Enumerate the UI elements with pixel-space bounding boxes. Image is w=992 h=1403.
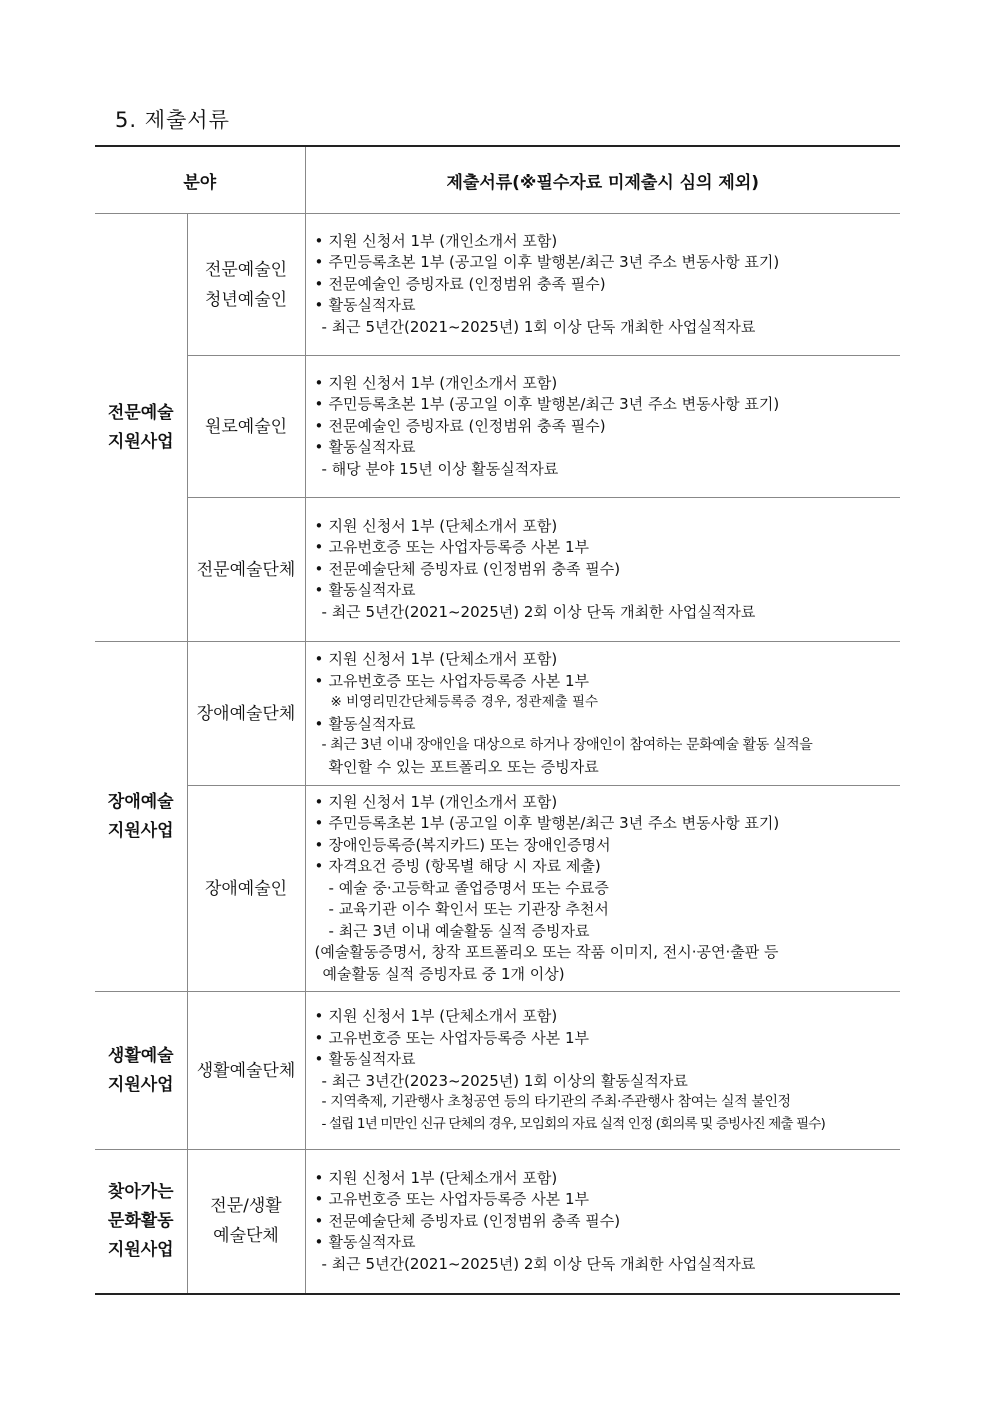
doc-line: - 최근 3년 이내 장애인을 대상으로 하거나 장애인이 참여하는 문화예술 활동 실적을 <box>321 737 813 753</box>
doc-line: • 활동실적자료 <box>315 1232 901 1254</box>
table-row <box>95 642 900 786</box>
doc-line: (예술활동증명서, 창작 포트폴리오 또는 작품 이미지, 전시·공연·출판 등 <box>314 943 779 962</box>
doc-line: 예술활동 실적 증빙자료 중 1개 이상) <box>322 964 565 983</box>
section-title: 5. 제출서류 <box>115 108 230 132</box>
doc-note: ※ 비영리민간단체등록증 경우, 정관제출 필수 <box>330 694 599 710</box>
doc-line: - 최근 5년간(2021~2025년) 2회 이상 단독 개최한 사업실적자료 <box>321 602 756 621</box>
category-cell: 찾아가는 문화활동 지원사업 <box>95 1150 187 1294</box>
subfield-cell: 생활예술단체 <box>187 992 305 1150</box>
doc-line: • 고유번호증 또는 사업자등록증 사본 1부 <box>315 1189 901 1211</box>
doc-line: - 최근 5년간(2021~2025년) 1회 이상 단독 개최한 사업실적자료 <box>321 317 756 336</box>
documents-cell <box>305 992 900 1150</box>
documents-cell <box>305 498 900 642</box>
doc-line: - 최근 3년간(2023~2025년) 1회 이상의 활동실적자료 <box>321 1071 688 1090</box>
documents-cell <box>305 356 900 498</box>
doc-line: • 활동실적자료 <box>315 437 901 459</box>
doc-line: • 장애인등록증(복지카드) 또는 장애인증명서 <box>315 835 901 857</box>
subfield-cell: 장애예술인 <box>187 786 305 992</box>
doc-line: • 활동실적자료 <box>315 1049 901 1071</box>
header-field: 분야 <box>95 146 305 214</box>
header-documents: 제출서류(※필수자료 미제출시 심의 제외) <box>305 146 900 214</box>
doc-line: • 활동실적자료 <box>315 714 901 736</box>
category-cell: 전문예술 지원사업 <box>95 214 187 642</box>
doc-line: • 활동실적자료 <box>315 580 901 602</box>
table-header-row <box>95 146 900 214</box>
doc-line: • 주민등록초본 1부 (공고일 이후 발행본/최근 3년 주소 변동사항 표기) <box>315 813 901 835</box>
doc-line: • 전문예술인 증빙자료 (인정범위 충족 필수) <box>315 416 901 438</box>
doc-line: • 지원 신청서 1부 (단체소개서 포함) <box>315 1006 901 1028</box>
subfield-cell: 원로예술인 <box>187 356 305 498</box>
doc-line: - 최근 3년 이내 예술활동 실적 증빙자료 <box>328 921 590 940</box>
documents-cell <box>305 1150 900 1294</box>
doc-line: - 최근 5년간(2021~2025년) 2회 이상 단독 개최한 사업실적자료 <box>321 1254 756 1273</box>
doc-line: • 고유번호증 또는 사업자등록증 사본 1부 <box>315 537 901 559</box>
doc-line: • 고유번호증 또는 사업자등록증 사본 1부 <box>315 671 901 693</box>
table-row <box>95 786 900 992</box>
doc-line: • 지원 신청서 1부 (개인소개서 포함) <box>315 231 901 253</box>
doc-line: • 전문예술인 증빙자료 (인정범위 충족 필수) <box>315 274 901 296</box>
doc-line: • 활동실적자료 <box>315 295 901 317</box>
doc-line: • 전문예술단체 증빙자료 (인정범위 충족 필수) <box>315 1211 901 1233</box>
doc-line: - 지역축제, 기관행사 초청공연 등의 타기관의 주최·주관행사 참여는 실적 불인정 <box>321 1094 791 1110</box>
doc-line: • 지원 신청서 1부 (단체소개서 포함) <box>315 649 901 671</box>
doc-line: 확인할 수 있는 포트폴리오 또는 증빙자료 <box>328 757 599 776</box>
doc-line: - 예술 중·고등학교 졸업증명서 또는 수료증 <box>328 878 609 897</box>
doc-line: • 자격요건 증빙 (항목별 해당 시 자료 제출) <box>315 856 901 878</box>
doc-line: - 교육기관 이수 확인서 또는 기관장 추천서 <box>328 900 609 919</box>
documents-cell <box>305 214 900 356</box>
subfield-cell: 전문예술단체 <box>187 498 305 642</box>
documents-cell <box>305 786 900 992</box>
doc-line: • 지원 신청서 1부 (단체소개서 포함) <box>315 1168 901 1190</box>
category-cell: 장애예술 지원사업 <box>95 642 187 992</box>
doc-line: • 지원 신청서 1부 (단체소개서 포함) <box>315 516 901 538</box>
doc-line: • 지원 신청서 1부 (개인소개서 포함) <box>315 792 901 814</box>
category-cell: 생활예술 지원사업 <box>95 992 187 1150</box>
doc-line: - 설립 1년 미만인 신규 단체의 경우, 모임회의 자료 실적 인정 (회의록 및 증빙사진 제출 필수) <box>321 1115 825 1132</box>
documents-cell <box>305 642 900 786</box>
doc-line: • 전문예술단체 증빙자료 (인정범위 충족 필수) <box>315 559 901 581</box>
table-row <box>95 1150 900 1294</box>
doc-line: • 고유번호증 또는 사업자등록증 사본 1부 <box>315 1028 901 1050</box>
subfield-cell: 전문예술인 청년예술인 <box>187 214 305 356</box>
subfield-cell: 전문/생활 예술단체 <box>187 1150 305 1294</box>
doc-line: • 주민등록초본 1부 (공고일 이후 발행본/최근 3년 주소 변동사항 표기) <box>315 394 901 416</box>
table-row <box>95 356 900 498</box>
doc-line: • 주민등록초본 1부 (공고일 이후 발행본/최근 3년 주소 변동사항 표기) <box>315 252 901 274</box>
table-row <box>95 498 900 642</box>
table-row <box>95 214 900 356</box>
table-row <box>95 992 900 1150</box>
subfield-cell: 장애예술단체 <box>187 642 305 786</box>
doc-line: - 해당 분야 15년 이상 활동실적자료 <box>321 459 559 478</box>
doc-line: • 지원 신청서 1부 (개인소개서 포함) <box>315 373 901 395</box>
submission-documents-table <box>95 145 900 1295</box>
